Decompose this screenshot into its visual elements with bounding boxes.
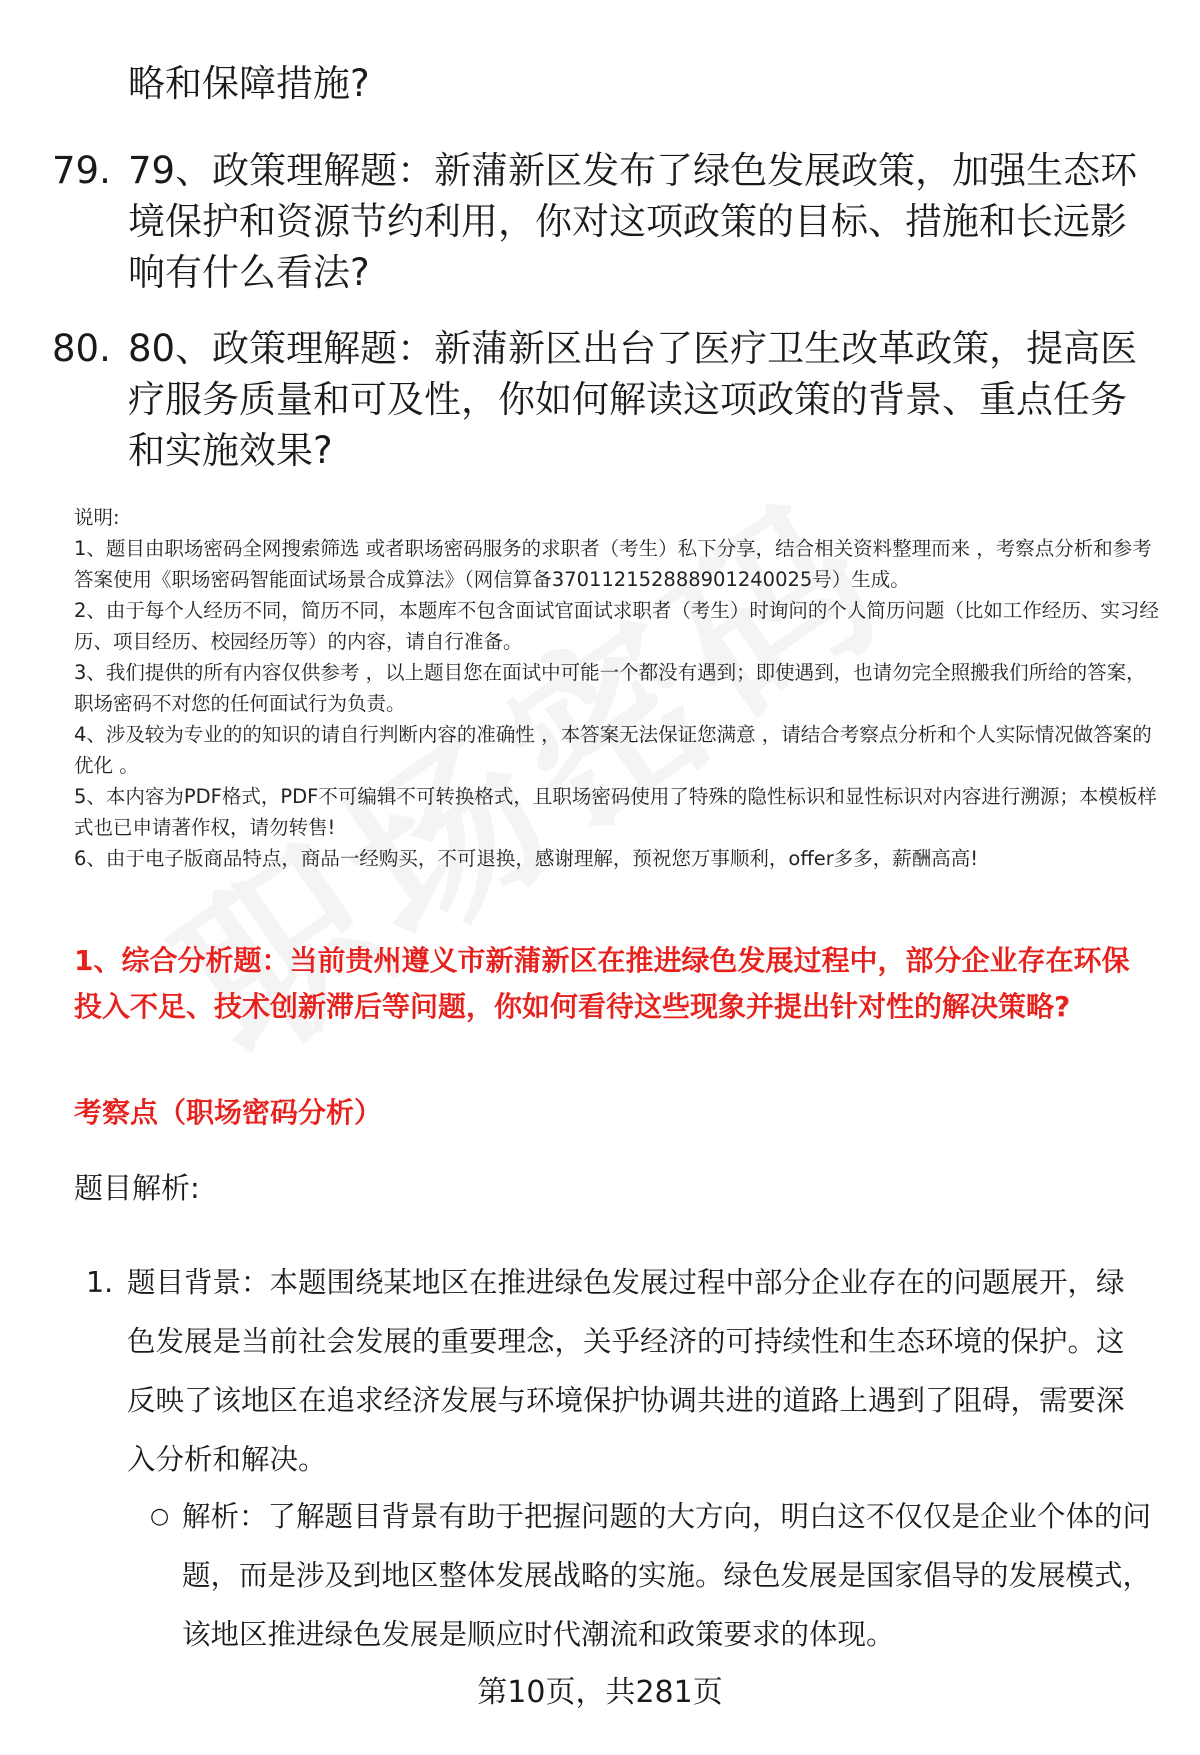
question-item [52,323,1160,476]
analysis-sub-item [150,1487,1160,1664]
note-line: 2、由于每个人经历不同，简历不同，本题库不包含面试官面试求职者（考生）时询问的个人简历问题（比如工作经历、实习经历、项目经历、校园经历等）的内容，请自行准备。 [74,599,1159,653]
note-line: 4、涉及较为专业的的知识的请自行判断内容的准确性 ，本答案无法保证您满意 ，请结合考察点分析和个人实际情况做答案的优化 。 [74,723,1152,777]
notes-title: 说明: [74,506,120,529]
question-number: 80. [52,327,111,370]
question-item [52,145,1160,298]
page-number-footer: 第10页，共281页 [477,1675,723,1710]
note-line: 3、我们提供的所有内容仅供参考 ，以上题目您在面试中可能一个都没有遇到；即使遇到，也请勿完全照搬我们所给的答案，职场密码不对您的任何面试行为负责。 [74,661,1146,715]
note-line: 5、本内容为PDF格式，PDF不可编辑不可转换格式，且职场密码使用了特殊的隐性标识和显性标识对内容进行溯源；本模板样式也已申请著作权，请勿转售! [74,785,1157,839]
exam-point-heading: 考察点（职场密码分析） [74,1096,383,1129]
main-question-heading: 1、综合分析题：当前贵州遵义市新蒲新区在推进绿色发展过程中，部分企业存在环保投入不足、技术创新滞后等问题，你如何看待这些现象并提出针对性的解决策略? [74,944,1130,1023]
analysis-item-number: 1. [86,1266,114,1299]
notes-section [74,502,1164,874]
note-line: 1、题目由职场密码全网搜索筛选 或者职场密码服务的求职者（考生）私下分享，结合相关资料整理而来 ，考察点分析和参考答案使用《职场密码智能面试场景合成算法》（网信算备370112152888901240025号）生成。 [74,537,1152,591]
circle-bullet-icon: ○ [150,1504,170,1529]
question-text: 80、政策理解题：新蒲新区出台了医疗卫生改革政策，提高医疗服务质量和可及性，你如何解读这项政策的背景、重点任务和实施效果? [128,327,1138,472]
analysis-item-text: 题目背景：本题围绕某地区在推进绿色发展过程中部分企业存在的问题展开，绿色发展是当前社会发展的重要理念，关乎经济的可持续性和生态环境的保护。这反映了该地区在追求经济发展与环境保护协调共进的道路上遇到了阻碍，需要深入分析和解决。 [127,1266,1125,1476]
analysis-sub-item-text: 解析：了解题目背景有助于把握问题的大方向，明白这不仅仅是企业个体的问题，而是涉及到地区整体发展战略的实施。绿色发展是国家倡导的发展模式，该地区推进绿色发展是顺应时代潮流和政策要求的体现。 [182,1500,1152,1651]
question-number: 79. [52,149,111,192]
question-text: 79、政策理解题：新蒲新区发布了绿色发展政策，加强生态环境保护和资源节约利用，你对这项政策的目标、措施和长远影响有什么看法? [128,149,1138,294]
note-line: 6、由于电子版商品特点，商品一经购买，不可退换，感谢理解，预祝您万事顺利，offer多多，薪酬高高! [74,847,979,870]
analysis-item [86,1253,1156,1489]
analysis-label: 题目解析: [74,1171,200,1205]
question-continuation: 略和保障措施? [128,62,370,105]
